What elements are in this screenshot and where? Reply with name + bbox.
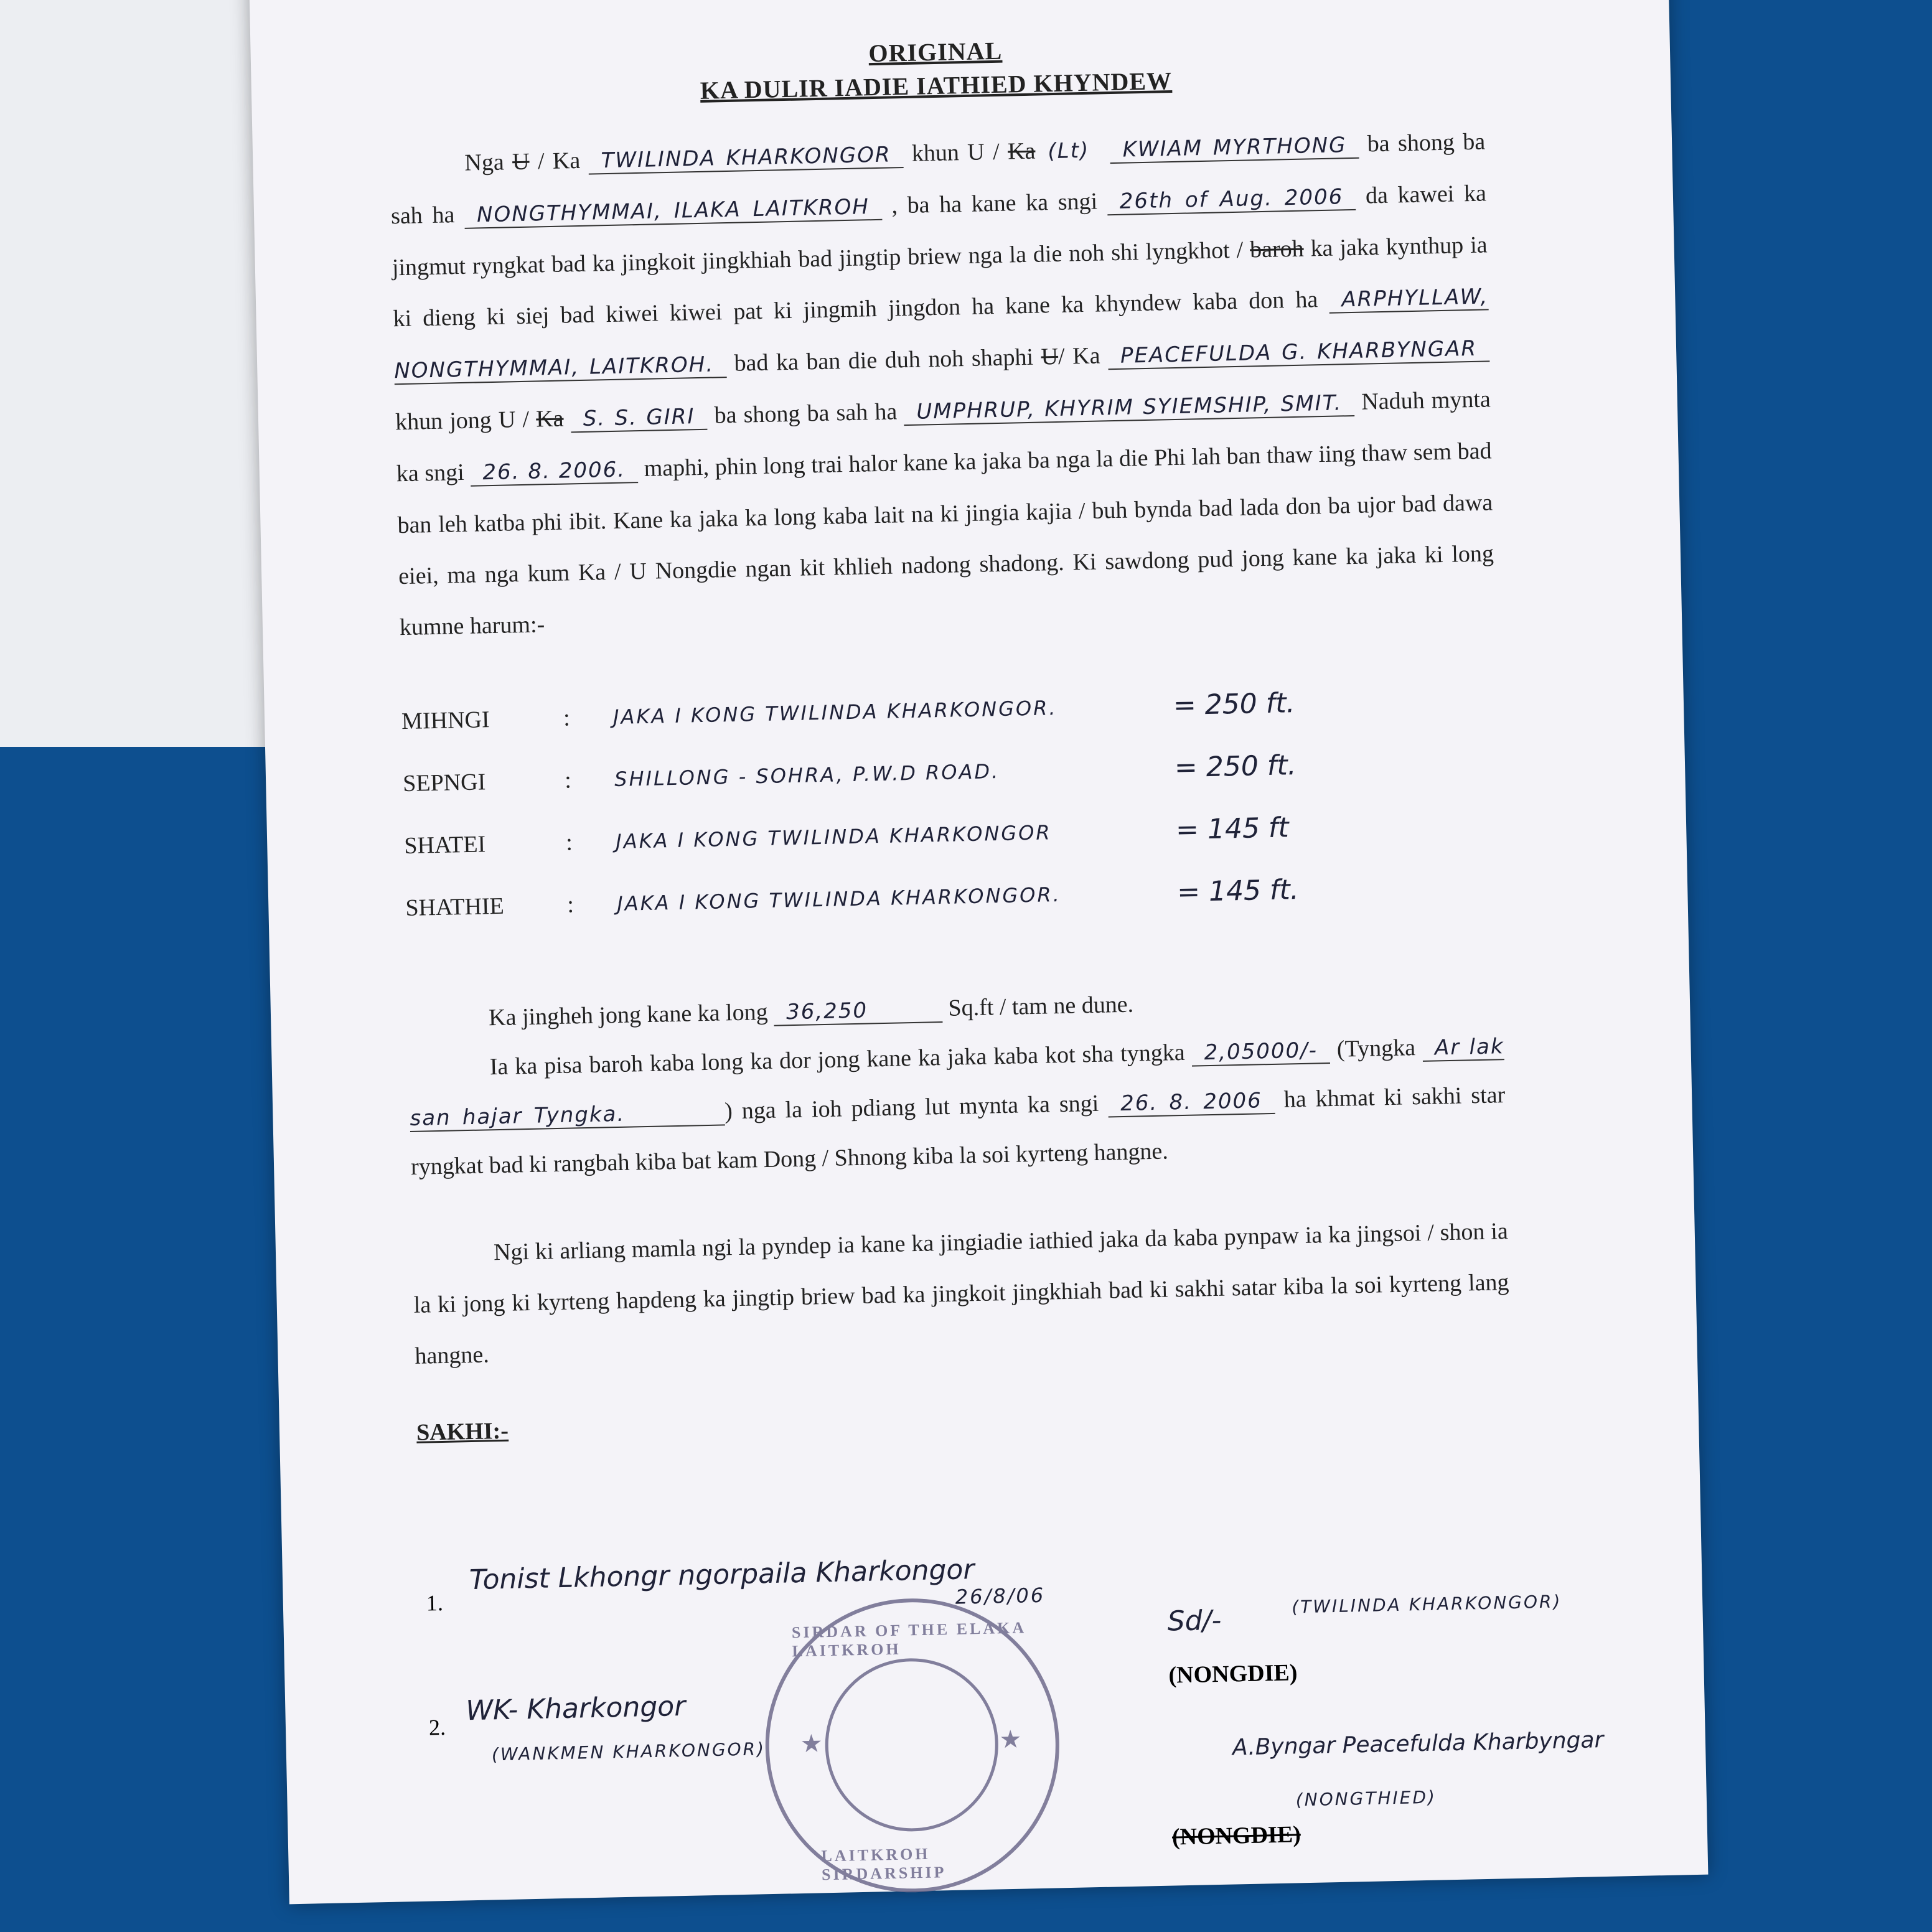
text-segment: ba shong ba sah ha	[714, 398, 898, 429]
text-segment: ka jaka kynthup ia ki dieng ki siej bad kiwei kiwei pat ki jingmih jingdon ha kane ka khyndew kaba don ha	[393, 232, 1488, 332]
boundaries-list	[401, 667, 1501, 939]
closing-text: Ngi ki arliang mamla ngi la pyndep ia kane ka jingiadie iathied jaka da kaba pynpaw ia ka jingsoi / shon ia la ki jong ki kyrteng hapdeng ka jingtip briew bad ka jingkoit jingkhiah bad ki sakhi satar kiba la soi kyrteng lang hangne.	[413, 1218, 1509, 1369]
text-segment: maphi, phin long trai halor kane ka jaka ba nga la die Phi lah ban thaw iing thaw sem bad ban leh katba phi ibit. Kane ka jaka ka long kaba lait na ki jingia kajia / buh bynda bad lada don ba ujor bad dawa eiei, ma nga kum Ka / U Nongdie ngan kit khlieh nadong shadong. Ki sawdong pud jong kane ka jaka ki long kumne harum:-	[397, 438, 1494, 641]
official-seal	[762, 1595, 1062, 1895]
witness-1-signature: Tonist Lkhongr ngorpaila Kharkongor	[469, 1554, 975, 1597]
buyer-father: S. S. GIRI	[570, 404, 708, 433]
struck-role: (NONGDIE)	[1171, 1821, 1301, 1850]
boundary-measure: = 250 ft.	[1174, 749, 1297, 784]
document-title: ORIGINAL	[868, 36, 1003, 68]
boundary-label: SHATHIE	[405, 893, 505, 922]
seller-name: TWILINDA KHARKONGOR	[588, 142, 904, 175]
witness-2-number: 2.	[428, 1715, 446, 1740]
text-segment: Nga	[464, 149, 513, 176]
boundary-colon: :	[566, 891, 574, 918]
document-subtitle: KA DULIR IADIE IATHIED KHYNDEW	[700, 66, 1173, 105]
witness-1-date: 26/8/06	[955, 1583, 1046, 1609]
text-segment: (Tyngka	[1336, 1034, 1416, 1062]
text-segment: / Ka	[1057, 342, 1100, 370]
text-segment: / Ka	[529, 147, 581, 175]
seal-top-text: SIRDAR OF THE ELAKA LAITKROH	[791, 1618, 1026, 1661]
boundary-value: JAKA I KONG TWILINDA KHARKONGOR	[615, 820, 1052, 853]
main-paragraph	[390, 116, 1496, 653]
buyer-signature: A.Byngar Peacefulda Kharbyngar	[1232, 1727, 1604, 1761]
boundary-measure: = 145 ft.	[1176, 873, 1300, 908]
text-segment: khun U /	[911, 138, 1008, 167]
witness-1-number: 1.	[426, 1590, 444, 1616]
text-segment: Naduh mynta ka sngi	[396, 386, 1491, 487]
price-amount: 2,05000/-	[1191, 1038, 1330, 1067]
text-segment: ba shong ba sah ha	[390, 128, 1486, 230]
seal-bottom-text: LAITKROH SIRDARSHIP	[821, 1844, 947, 1884]
boundary-label: SEPNGI	[402, 769, 486, 797]
seal-star-icon: ★	[800, 1729, 823, 1758]
seller-father: KWIAM MYRTHONG	[1110, 133, 1359, 164]
struck-word: baroh	[1249, 235, 1305, 263]
price-paragraph	[408, 1021, 1507, 1191]
closing-paragraph	[412, 1206, 1511, 1382]
buyer-name: PEACEFULDA G. KHARBYNGAR	[1108, 335, 1490, 370]
text-segment: ha khmat ki sakhi star ryngkat bad ki rangbah kiba bat kam Dong / Shnong kiba la soi kyrteng hangne.	[410, 1082, 1506, 1180]
document-page	[249, 0, 1708, 1904]
buyer-sign-name: (NONGTHIED)	[1295, 1786, 1437, 1811]
seller-signature: Sd/-	[1167, 1604, 1222, 1638]
struck-mark: U	[512, 148, 530, 176]
struck-mark: U	[1041, 343, 1059, 370]
boundary-value: JAKA I KONG TWILINDA KHARKONGOR.	[616, 883, 1062, 916]
area-and-price	[407, 972, 1506, 1191]
boundary-colon: :	[563, 705, 571, 731]
struck-mark: Ka	[1007, 138, 1036, 165]
seal-emblem	[823, 1656, 1000, 1833]
struck-mark: Ka	[535, 405, 564, 433]
witnesses-heading: SAKHI:-	[416, 1417, 509, 1446]
text-segment: bad ka ban die duh noh shaphi	[734, 344, 1042, 377]
boundary-label: SHATEI	[403, 831, 486, 860]
buyer-place: UMPHRUP, KHYRIM SYIEMSHIP, SMIT.	[904, 390, 1355, 426]
late-mark: (Lt)	[1048, 138, 1090, 164]
payment-date: 26. 8. 2006	[1108, 1088, 1275, 1118]
possession-date: 26. 8. 2006.	[470, 457, 639, 487]
area-value: 36,250	[774, 996, 943, 1026]
text-segment: Ka jingheh jong kane ka long	[488, 998, 769, 1031]
witness-2-signature: WK- Kharkongor	[465, 1690, 686, 1727]
boundary-measure: = 145 ft	[1175, 811, 1290, 846]
seller-place: NONGTHYMMAI, ILAKA LAITKROH	[464, 194, 883, 229]
text-segment: khun jong U /	[395, 406, 537, 436]
boundary-value: SHILLONG - SOHRA, P.W.D ROAD.	[614, 759, 1000, 791]
boundary-value: JAKA I KONG TWILINDA KHARKONGOR.	[612, 696, 1057, 729]
text-segment: , ba ha kane ka sngi	[891, 188, 1098, 219]
price-in-words: Ar lak san hajar Tyngka.	[410, 1034, 1504, 1131]
text-segment: da kawei ka jingmut ryngkat bad ka jingkoit jingkhiah bad jingtip briew nga la die noh shi lyngkhot /	[392, 180, 1487, 281]
boundary-colon: :	[565, 829, 573, 856]
text-segment: ) nga la ioh pdiang lut mynta ka sngi	[724, 1090, 1099, 1125]
seal-star-icon: ★	[999, 1725, 1022, 1754]
boundary-label: MIHNGI	[401, 706, 490, 735]
text-segment: Sq.ft / tam ne dune.	[948, 991, 1134, 1021]
boundary-colon: :	[564, 767, 572, 794]
document-content	[387, 24, 1512, 1447]
boundary-measure: = 250 ft.	[1173, 687, 1295, 721]
seller-sign-name: (TWILINDA KHARKONGOR)	[1291, 1591, 1562, 1618]
witness-2-name: (WANKMEN KHARKONGOR)	[491, 1738, 766, 1765]
sale-date: 26th of Aug. 2006	[1107, 184, 1356, 215]
text-segment: Ia ka pisa baroh kaba long ka dor jong kane ka jaka kaba kot sha tyngka	[489, 1039, 1186, 1081]
land-location: ARPHYLLAW, NONGTHYMMAI, LAITKROH.	[393, 284, 1489, 384]
seller-role: (NONGDIE)	[1168, 1659, 1298, 1689]
